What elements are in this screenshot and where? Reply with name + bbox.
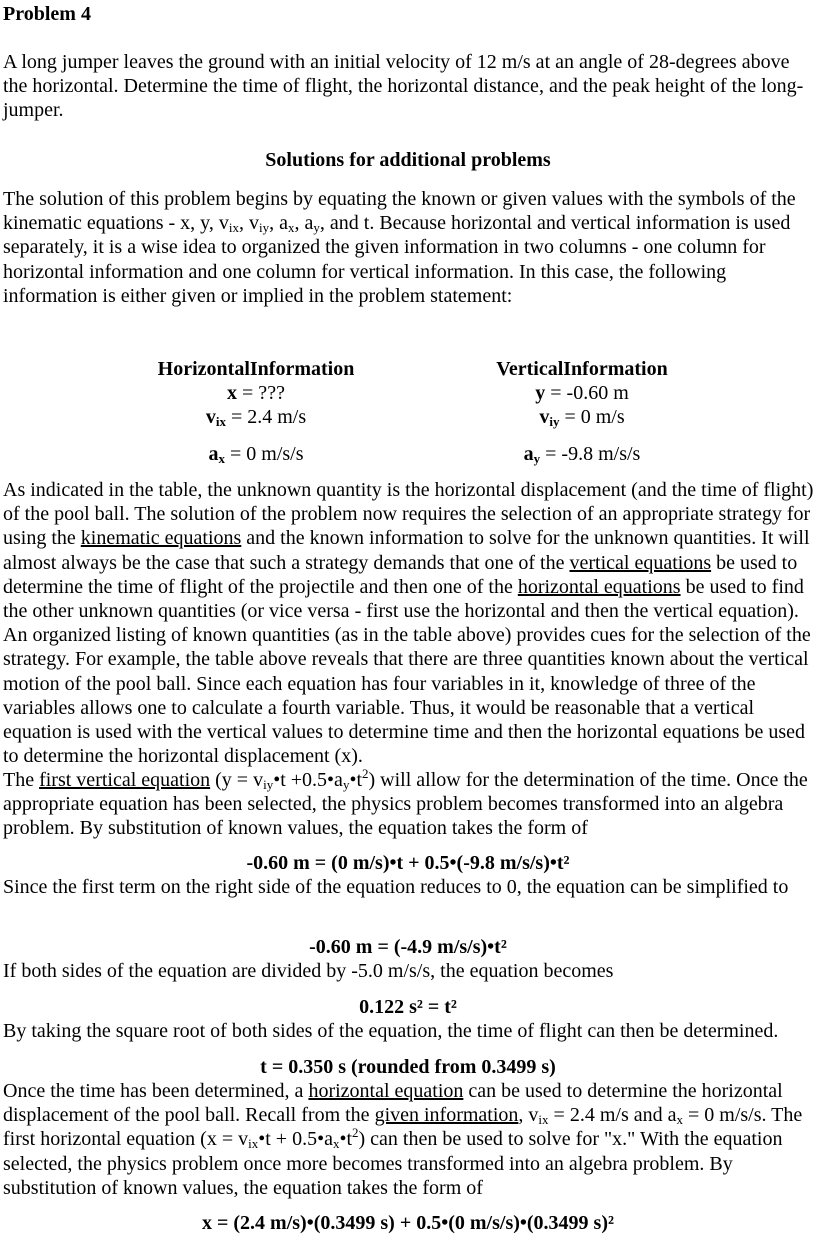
divide-text: If both sides of the equation are divided by -5.0 m/s/s, the equation becomes (3, 960, 614, 982)
equation-2: -0.60 m = (-4.9 m/s/s)•t² (309, 936, 507, 958)
horizontal-ax-row: $a_x = 0$ m/s/s (208, 442, 304, 466)
vertical-header: VerticalInformation (496, 358, 668, 380)
horizontal-column (106, 357, 406, 466)
horizontal-x-row: x = ??? (227, 382, 285, 405)
vertical-ay-row: $a_y = -9.8$ m/s/s (523, 442, 641, 466)
problem-statement: A long jumper leaves the ground with an initial velocity of 12 m/s at an angle of 28-degrees above the horizontal. Determine the time of flight, the horizontal distance, and the peak height of the long-jumper. (3, 51, 804, 122)
equation-5: x = (2.4 m/s)•(0.3499 s) + 0.5•(0 m/s/s)•(0.3499 s)² (202, 1212, 614, 1234)
intro-paragraph: The solution of this problem begins by equating the known or given values with the symbols of the kinematic equations - x, y, $v_{ix}$, $v_{iy}$, $a_x$, $a_y$, and t. Because horizontal and vertical information is used separately, it is a wise idea to organized the given information in two columns - one column for horizontal information and one column for vertical information. In this case, the following information is either given or implied in the problem statement: (3, 188, 796, 307)
horizontal-paragraph: Once the time has been determined, a horizontal equation can be used to determine the horizontal displacement of the pool ball. Recall from the given information, $v_{ix} = 2.4$ m/s and $a_x = 0$ m/s/s. The first horizontal equation ($x = v_{ix}•t$ + $0.5•a_x•t^2$) can then be used to solve for "x." With the equation selected, the physics problem once more becomes transformed into an algebra problem. By substitution of known values, the equation takes the form of (3, 1080, 803, 1199)
vertical-viy-row: $v_{iy} = 0$ m/s (539, 406, 625, 430)
horizontal-header: HorizontalInformation (157, 358, 355, 380)
equation-3: 0.122 s² = t² (359, 996, 457, 1018)
square-root-text: By taking the square root of both sides of the equation, the time of flight can then be determined. (3, 1020, 779, 1042)
horizontal-vix-row: $v_{ix} = 2.4$ m/s (205, 406, 307, 430)
solutions-title: Solutions for additional problems (265, 149, 551, 171)
given-information-link[interactable]: given information (374, 1104, 519, 1127)
problem-heading: Problem 4 (3, 3, 91, 25)
equation-1: -0.60 m = (0 m/s)•t + 0.5•(-9.8 m/s/s)•t² (246, 852, 570, 874)
equation-4: t = 0.350 s (rounded from 0.3499 s) (260, 1056, 556, 1078)
strategy-paragraph: As indicated in the table, the unknown quantity is the horizontal displacement (and the time of flight) of the pool ball. The solution of the problem now requires the selection of an appropriate strategy for using the kinematic equations and the known information to solve for the unknown quantities. It will almost always be the case that such a strategy demands that one of the vertical equations be used to determine the time of flight of the projectile and then one of the horizontal equations be used to find the other unknown quantities (or vice versa - first use the horizontal and then the vertical equation). An organized listing of known quantities (as in the table above) provides cues for the selection of the strategy. For example, the table above reveals that there are three quantities known about the vertical motion of the pool ball. Since each equation has four variables in it, knowledge of three of the variables allows one to calculate a fourth variable. Thus, it would be reasonable that a vertical equation is used with the vertical values to determine time and then the horizontal equations be used to determine the horizontal displacement (x). (3, 479, 814, 768)
first-vertical-paragraph: The first vertical equation ($y = v_{iy}•t$ $+0.5•a_y•t^2$) will allow for the determination of the time. Once the appropriate equation has been selected, the physics problem becomes transformed into an algebra problem. By substitution of known values, the equation takes the form of (3, 766, 808, 840)
kinematic-equations-link[interactable]: kinematic equations (80, 527, 242, 550)
vertical-column (432, 357, 732, 466)
vertical-equations-link[interactable]: vertical equations (569, 551, 712, 574)
horizontal-equation-link[interactable]: horizontal equation (308, 1080, 464, 1102)
first-vertical-equation-link[interactable]: first vertical equation (39, 769, 211, 791)
horizontal-equations-link[interactable]: horizontal equations (517, 575, 681, 598)
simplify-text: Since the first term on the right side of the equation reduces to 0, the equation can be simplified to (3, 876, 789, 898)
vertical-y-row: y = -0.60 m (535, 382, 629, 405)
